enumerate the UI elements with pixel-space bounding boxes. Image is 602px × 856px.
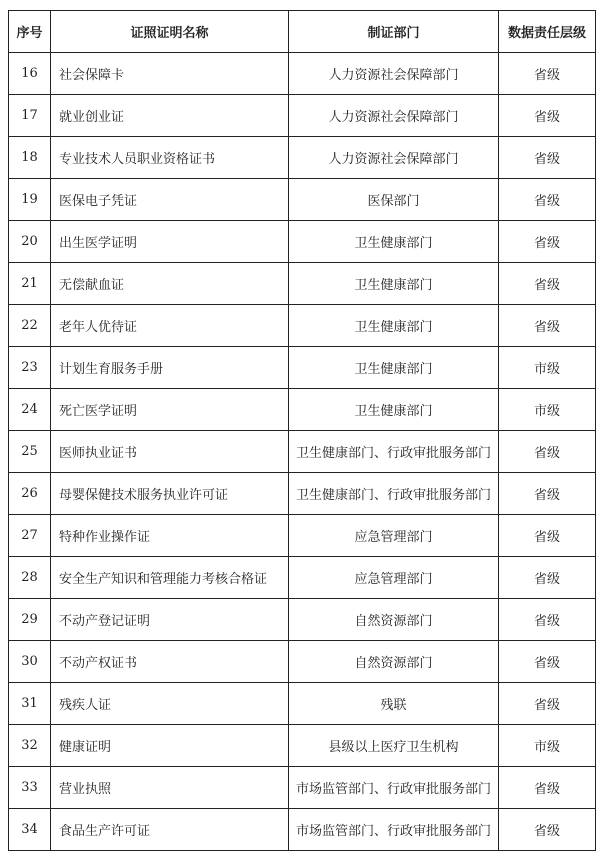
issuing-department: 市场监管部门、行政审批服务部门 xyxy=(289,767,499,809)
responsibility-level: 省级 xyxy=(499,263,596,305)
certificate-name: 残疾人证 xyxy=(51,683,289,725)
certificate-name: 出生医学证明 xyxy=(51,221,289,263)
table-row xyxy=(9,305,596,347)
certificate-name: 不动产权证书 xyxy=(51,641,289,683)
table-row xyxy=(9,137,596,179)
row-index: 31 xyxy=(9,683,51,725)
certificate-table xyxy=(8,10,596,851)
table-row xyxy=(9,263,596,305)
certificate-name: 老年人优待证 xyxy=(51,305,289,347)
row-index: 19 xyxy=(9,179,51,221)
table-row xyxy=(9,641,596,683)
table-row xyxy=(9,515,596,557)
table-row xyxy=(9,767,596,809)
row-index: 23 xyxy=(9,347,51,389)
issuing-department: 自然资源部门 xyxy=(289,599,499,641)
responsibility-level: 省级 xyxy=(499,305,596,347)
table-row xyxy=(9,599,596,641)
table-row xyxy=(9,683,596,725)
row-index: 20 xyxy=(9,221,51,263)
row-index: 26 xyxy=(9,473,51,515)
row-index: 30 xyxy=(9,641,51,683)
row-index: 27 xyxy=(9,515,51,557)
responsibility-level: 省级 xyxy=(499,599,596,641)
table-row xyxy=(9,95,596,137)
responsibility-level: 市级 xyxy=(499,389,596,431)
header-issuing-department: 制证部门 xyxy=(289,11,499,53)
row-index: 24 xyxy=(9,389,51,431)
issuing-department: 人力资源社会保障部门 xyxy=(289,95,499,137)
table-row xyxy=(9,557,596,599)
row-index: 16 xyxy=(9,53,51,95)
certificate-name: 无偿献血证 xyxy=(51,263,289,305)
certificate-name: 医师执业证书 xyxy=(51,431,289,473)
responsibility-level: 省级 xyxy=(499,515,596,557)
responsibility-level: 市级 xyxy=(499,725,596,767)
certificate-name: 计划生育服务手册 xyxy=(51,347,289,389)
certificate-name: 营业执照 xyxy=(51,767,289,809)
responsibility-level: 省级 xyxy=(499,557,596,599)
issuing-department: 应急管理部门 xyxy=(289,557,499,599)
row-index: 25 xyxy=(9,431,51,473)
table-row xyxy=(9,347,596,389)
table-row xyxy=(9,431,596,473)
responsibility-level: 省级 xyxy=(499,809,596,851)
issuing-department: 卫生健康部门、行政审批服务部门 xyxy=(289,431,499,473)
issuing-department: 卫生健康部门、行政审批服务部门 xyxy=(289,473,499,515)
certificate-name: 医保电子凭证 xyxy=(51,179,289,221)
responsibility-level: 省级 xyxy=(499,683,596,725)
issuing-department: 卫生健康部门 xyxy=(289,389,499,431)
issuing-department: 人力资源社会保障部门 xyxy=(289,137,499,179)
row-index: 28 xyxy=(9,557,51,599)
issuing-department: 卫生健康部门 xyxy=(289,221,499,263)
table-row xyxy=(9,725,596,767)
issuing-department: 人力资源社会保障部门 xyxy=(289,53,499,95)
issuing-department: 市场监管部门、行政审批服务部门 xyxy=(289,809,499,851)
row-index: 18 xyxy=(9,137,51,179)
responsibility-level: 省级 xyxy=(499,221,596,263)
table-row xyxy=(9,809,596,851)
responsibility-level: 省级 xyxy=(499,179,596,221)
issuing-department: 县级以上医疗卫生机构 xyxy=(289,725,499,767)
issuing-department: 卫生健康部门 xyxy=(289,305,499,347)
issuing-department: 卫生健康部门 xyxy=(289,347,499,389)
row-index: 34 xyxy=(9,809,51,851)
certificate-name: 健康证明 xyxy=(51,725,289,767)
table-row xyxy=(9,179,596,221)
certificate-name: 就业创业证 xyxy=(51,95,289,137)
certificate-name: 不动产登记证明 xyxy=(51,599,289,641)
issuing-department: 残联 xyxy=(289,683,499,725)
responsibility-level: 市级 xyxy=(499,347,596,389)
row-index: 22 xyxy=(9,305,51,347)
responsibility-level: 省级 xyxy=(499,137,596,179)
certificate-name: 死亡医学证明 xyxy=(51,389,289,431)
issuing-department: 应急管理部门 xyxy=(289,515,499,557)
header-certificate-name: 证照证明名称 xyxy=(51,11,289,53)
row-index: 33 xyxy=(9,767,51,809)
responsibility-level: 省级 xyxy=(499,641,596,683)
responsibility-level: 省级 xyxy=(499,53,596,95)
table-row xyxy=(9,221,596,263)
certificate-name: 社会保障卡 xyxy=(51,53,289,95)
certificate-name: 特种作业操作证 xyxy=(51,515,289,557)
row-index: 21 xyxy=(9,263,51,305)
table-row xyxy=(9,389,596,431)
certificate-name: 专业技术人员职业资格证书 xyxy=(51,137,289,179)
table-row xyxy=(9,53,596,95)
header-responsibility-level: 数据责任层级 xyxy=(499,11,596,53)
header-index: 序号 xyxy=(9,11,51,53)
row-index: 32 xyxy=(9,725,51,767)
responsibility-level: 省级 xyxy=(499,767,596,809)
row-index: 29 xyxy=(9,599,51,641)
responsibility-level: 省级 xyxy=(499,473,596,515)
table-row xyxy=(9,473,596,515)
certificate-name: 安全生产知识和管理能力考核合格证 xyxy=(51,557,289,599)
certificate-name: 母婴保健技术服务执业许可证 xyxy=(51,473,289,515)
header-row xyxy=(9,11,596,53)
responsibility-level: 省级 xyxy=(499,431,596,473)
row-index: 17 xyxy=(9,95,51,137)
issuing-department: 卫生健康部门 xyxy=(289,263,499,305)
certificate-name: 食品生产许可证 xyxy=(51,809,289,851)
issuing-department: 医保部门 xyxy=(289,179,499,221)
issuing-department: 自然资源部门 xyxy=(289,641,499,683)
responsibility-level: 省级 xyxy=(499,95,596,137)
